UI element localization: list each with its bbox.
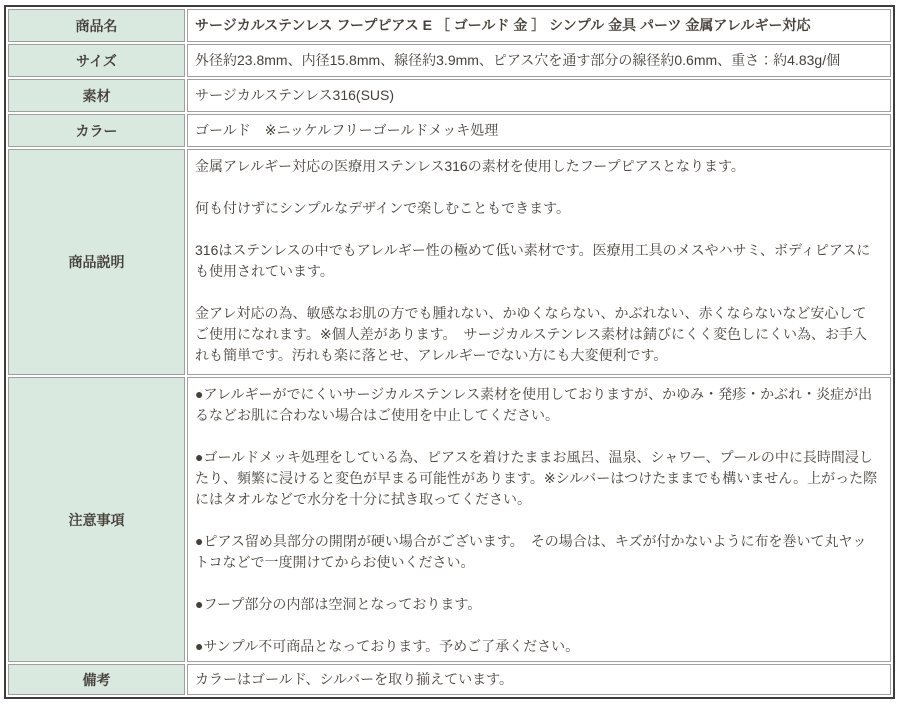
color-text: ゴールド ※ニッケルフリーゴールドメッキ処理 [195, 122, 499, 138]
table-row-remarks [8, 664, 891, 695]
table-row-description [8, 149, 891, 375]
remarks-text: カラーはゴールド、シルバーを取り揃えています。 [195, 671, 514, 687]
row-label-color: カラー [8, 114, 185, 147]
product-name-text: サージカルステンレス フープピアス E ［ ゴールド 金 ］ シンプル 金具 パーツ 金属アレルギー対応 [195, 17, 811, 33]
row-value-description [187, 149, 891, 375]
product-spec-table [4, 5, 895, 699]
precaution-item: ●ピアス留め具部分の開閉が硬い場合がございます。 その場合は、キズが付かないように布を巻いて丸ヤットコなどで一度開けてからお使いください。 [195, 533, 867, 570]
table-row-material [8, 79, 891, 112]
row-value-precautions [187, 377, 891, 662]
description-paragraph: 何も付けずにシンプルなデザインで楽しむこともできます。 [195, 200, 570, 216]
row-value-material [187, 79, 891, 112]
row-label-product-name: 商品名 [8, 9, 185, 42]
precaution-item: ●サンプル不可商品となっております。予めご了承ください。 [195, 638, 580, 654]
row-label-precautions: 注意事項 [8, 377, 185, 662]
row-label-size: サイズ [8, 44, 185, 77]
row-label-material: 素材 [8, 79, 185, 112]
table-row-precautions [8, 377, 891, 662]
table-row-size [8, 44, 891, 77]
description-paragraph: 金アレ対応の為、敏感なお肌の方でも腫れない、かゆくならない、かぶれない、赤くならないなど安心してご使用になれます。※個人差があります。 サージカルステンレス素材は錆びにくく変色しにくい為、お手入れも簡単です。汚れも楽に落とせ、アレルギーでない方にも大変便利です。 [195, 305, 868, 363]
table-row-product-name [8, 9, 891, 42]
material-text: サージカルステンレス316(SUS) [195, 87, 395, 103]
size-text: 外径約23.8mm、内径15.8mm、線径約3.9mm、ピアス穴を通す部分の線径約0.6mm、重さ：約4.83g/個 [195, 52, 841, 68]
row-value-product-name [187, 9, 891, 42]
row-value-color [187, 114, 891, 147]
precaution-item: ●ゴールドメッキ処理をしている為、ピアスを着けたままお風呂、温泉、シャワー、プールの中に長時間浸したり、頻繁に浸けると変色が早まる可能性があります。※シルバーはつけたままでも構いません。上がった際にはタオルなどで水分を十分に拭き取ってください。 [195, 449, 878, 507]
description-paragraph: 316はステンレスの中でもアレルギー性の極めて低い素材です。医療用工具のメスやハサミ、ボディピアスにも使用されています。 [195, 242, 871, 279]
precaution-item: ●フープ部分の内部は空洞となっております。 [195, 596, 482, 612]
row-value-size [187, 44, 891, 77]
description-paragraph: 金属アレルギー対応の医療用ステンレス316の素材を使用したフープピアスとなります。 [195, 158, 745, 174]
row-label-remarks: 備考 [8, 664, 185, 695]
precaution-item: ●アレルギーがでにくいサージカルステンレス素材を使用しておりますが、かゆみ・発疹・かぶれ・炎症が出るなどお肌に合わない場合はご使用を中止してください。 [195, 386, 873, 423]
row-label-description: 商品説明 [8, 149, 185, 375]
table-row-color [8, 114, 891, 147]
row-value-remarks [187, 664, 891, 695]
